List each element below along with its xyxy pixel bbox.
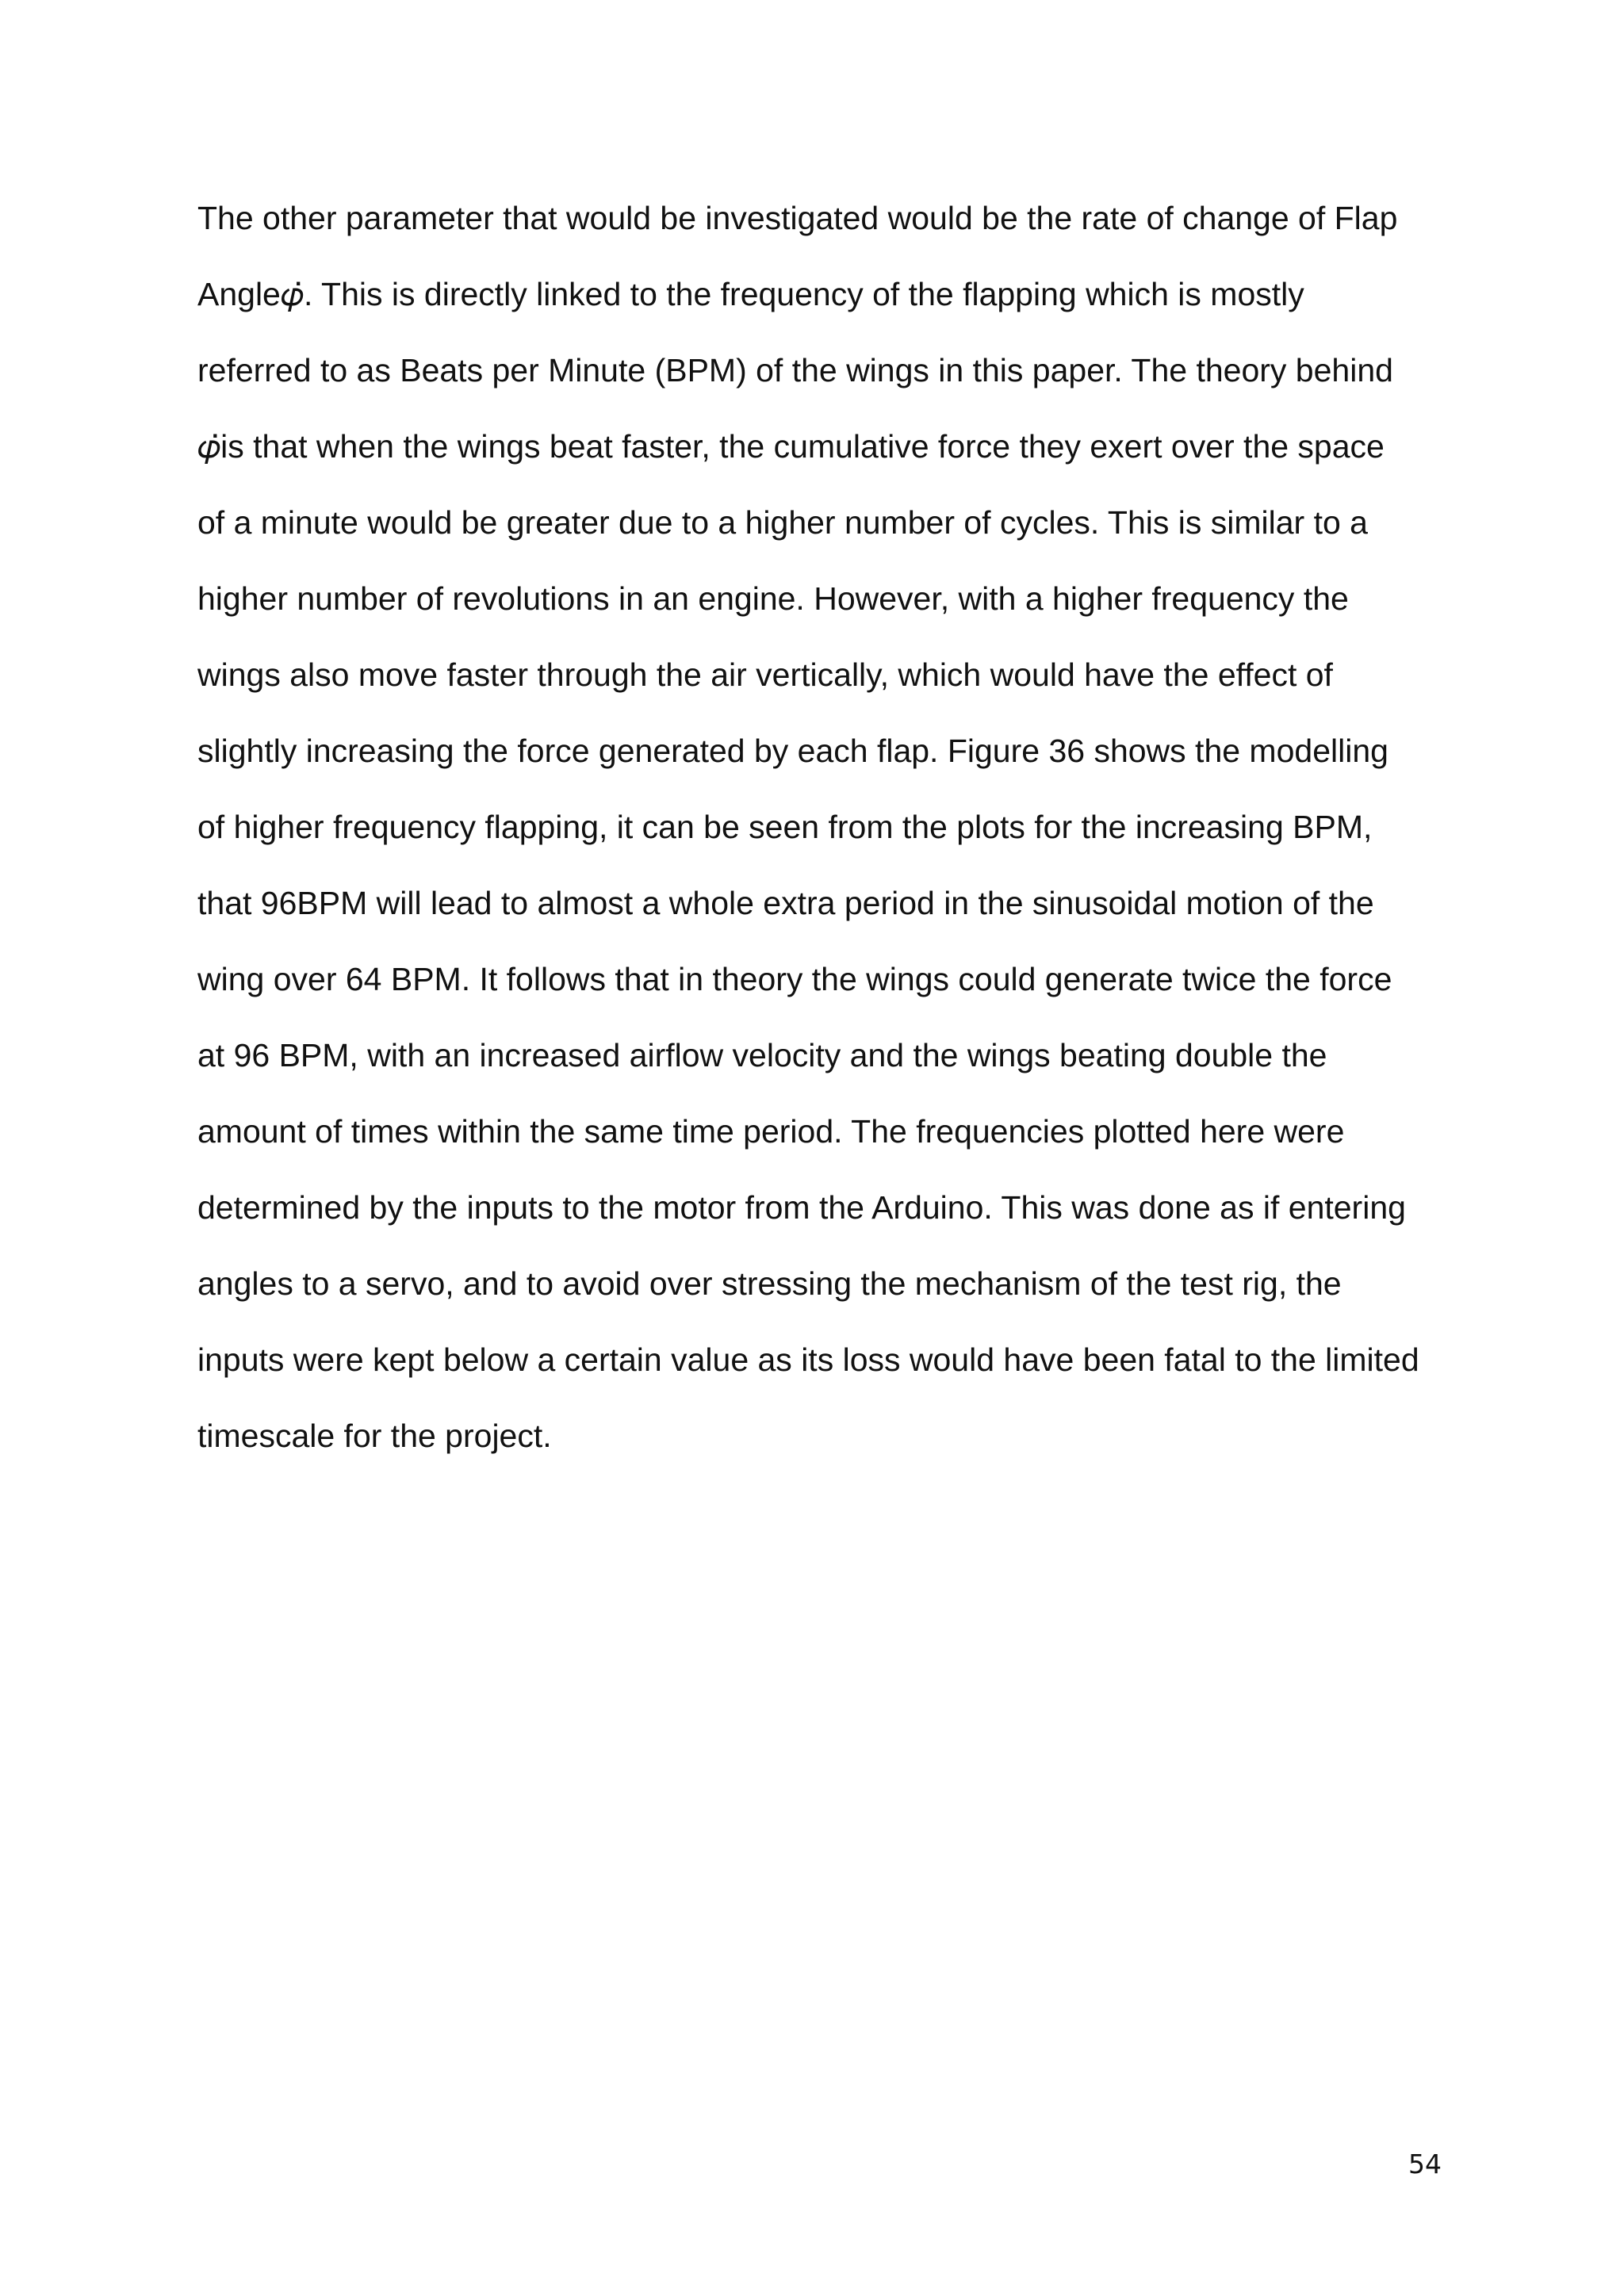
paragraph-line: timescale for the project.	[197, 1418, 552, 1454]
paragraph-line: of a minute would be greater due to a higher number of cycles. This is similar to a	[197, 504, 1368, 541]
paragraph-line: that 96BPM will lead to almost a whole extra period in the sinusoidal motion of the	[197, 885, 1374, 921]
paragraph-line: wings also move faster through the air vertically, which would have the effect of	[197, 656, 1333, 693]
paragraph-line: wing over 64 BPM. It follows that in theory the wings could generate twice the force	[197, 961, 1392, 997]
paragraph-line: 𝜑̇is that when the wings beat faster, the cumulative force they exert over the space	[197, 428, 1385, 465]
paragraph-line: angles to a servo, and to avoid over stressing the mechanism of the test rig, the	[197, 1265, 1342, 1302]
paragraph-line: Angle𝜑̇. This is directly linked to the frequency of the flapping which is mostly	[197, 276, 1304, 312]
paragraph-line: slightly increasing the force generated by each flap. Figure 36 shows the modelling	[197, 733, 1388, 769]
paragraph-line: referred to as Beats per Minute (BPM) of the wings in this paper. The theory behind	[197, 352, 1393, 388]
paragraph-line: higher number of revolutions in an engine. However, with a higher frequency the	[197, 580, 1349, 617]
body-paragraph	[197, 193, 1434, 1487]
paragraph-line: of higher frequency flapping, it can be seen from the plots for the increasing BPM,	[197, 809, 1373, 845]
paragraph-line: The other parameter that would be investigated would be the rate of change of Flap	[197, 200, 1398, 236]
paragraph-line: amount of times within the same time period. The frequencies plotted here were	[197, 1113, 1345, 1150]
paragraph-line: determined by the inputs to the motor from the Arduino. This was done as if entering	[197, 1189, 1406, 1226]
paragraph-line: at 96 BPM, with an increased airflow velocity and the wings beating double the	[197, 1037, 1327, 1073]
page-number: 54	[1408, 2149, 1442, 2179]
paragraph-line: inputs were kept below a certain value as its loss would have been fatal to the limited	[197, 1341, 1419, 1378]
